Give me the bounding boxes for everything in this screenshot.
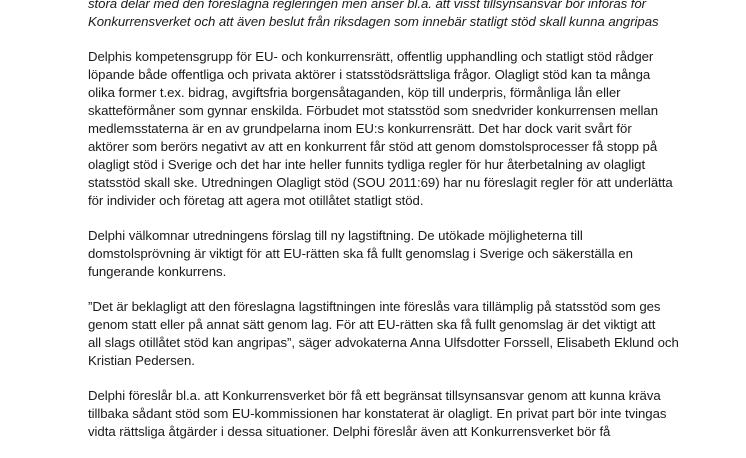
paragraph-line: Kristian Pedersen.	[88, 353, 195, 368]
paragraph-line: olika former t.ex. bidrag, avgiftsfria borgensåtaganden, köp till underpris, förmånliga lån eller	[88, 85, 621, 100]
paragraph-line: Delphi välkomnar utredningens förslag till ny lagstiftning. De utökade möjligheterna till	[88, 228, 583, 243]
paragraph-line: genom statt eller på annat sätt genom lag. För att EU-rätten ska få fullt genomslag är det viktigt att	[88, 317, 656, 332]
paragraph-line: all slags otillåtet stöd kan angripas”, säger advokaterna Anna Ulfsdotter Forssell, Elisabeth Eklund och	[88, 335, 679, 350]
paragraph-line: domstolsprövning är viktigt för att EU-rätten ska få fullt genomslag i Sverige och säkerställa en	[88, 246, 633, 261]
paragraph-quote	[88, 298, 688, 370]
paragraph-line: vidta rättsliga åtgärder i dessa situationer. Delphi föreslår även att Konkurrensverket bör få	[88, 424, 611, 439]
paragraph-proposal	[88, 387, 688, 441]
paragraph-line: löpande både offentliga och privata aktörer i statsstödsrättsliga frågor. Olagligt stöd kan ta många	[88, 67, 651, 82]
paragraph-competence-group	[88, 48, 688, 210]
document-page	[88, 0, 688, 458]
paragraph-welcome	[88, 227, 688, 281]
paragraph-line: aktörer som berörs negativt av att en konkurrent får stöd att genom domstolsprocesser få stopp på	[88, 139, 658, 154]
intro-paragraph	[88, 0, 688, 31]
paragraph-line: skatteförmåner som gynnar enskilda. Förbudet mot statsstöd som snedvrider konkurrensen mellan	[88, 103, 659, 118]
intro-line: stora delar med den föreslagna regleringen men anser bl.a. att visst tillsynsansvar bör införas för	[88, 0, 646, 11]
paragraph-line: Delphis kompetensgrupp för EU- och konkurrensrätt, offentlig upphandling och statligt stöd rådger	[88, 49, 654, 64]
intro-line: Konkurrensverket och att även beslut från riksdagen som innebär statligt stöd skall kunna angripas	[88, 14, 659, 29]
paragraph-line: statsstöd skall ske. Utredningen Olagligt stöd (SOU 2011:69) har nu föreslagit regler för att underlätta	[88, 175, 673, 190]
paragraph-line: fungerande konkurrens.	[88, 264, 227, 279]
paragraph-line: för individer och företag att agera mot otillåtet statligt stöd.	[88, 193, 424, 208]
paragraph-line: Delphi föreslår bl.a. att Konkurrensverket bör få ett begränsat tillsynsansvar genom att kunna kräva	[88, 388, 661, 403]
paragraph-line: olagligt stöd i Sverige och det har inte heller funnits tydliga regler för hur återbetalning av olagligt	[88, 157, 646, 172]
paragraph-line: tillbaka sådant stöd som EU-kommissionen har konstaterat är olagligt. En privat part bör inte tvingas	[88, 406, 667, 421]
paragraph-line: medlemsstaterna är en av grundpelarna inom EU:s konkurrensrätt. Det har dock varit svårt för	[88, 121, 632, 136]
paragraph-line: ”Det är beklagligt att den föreslagna lagstiftningen inte föreslås vara tillämplig på statsstöd som ges	[88, 299, 661, 314]
